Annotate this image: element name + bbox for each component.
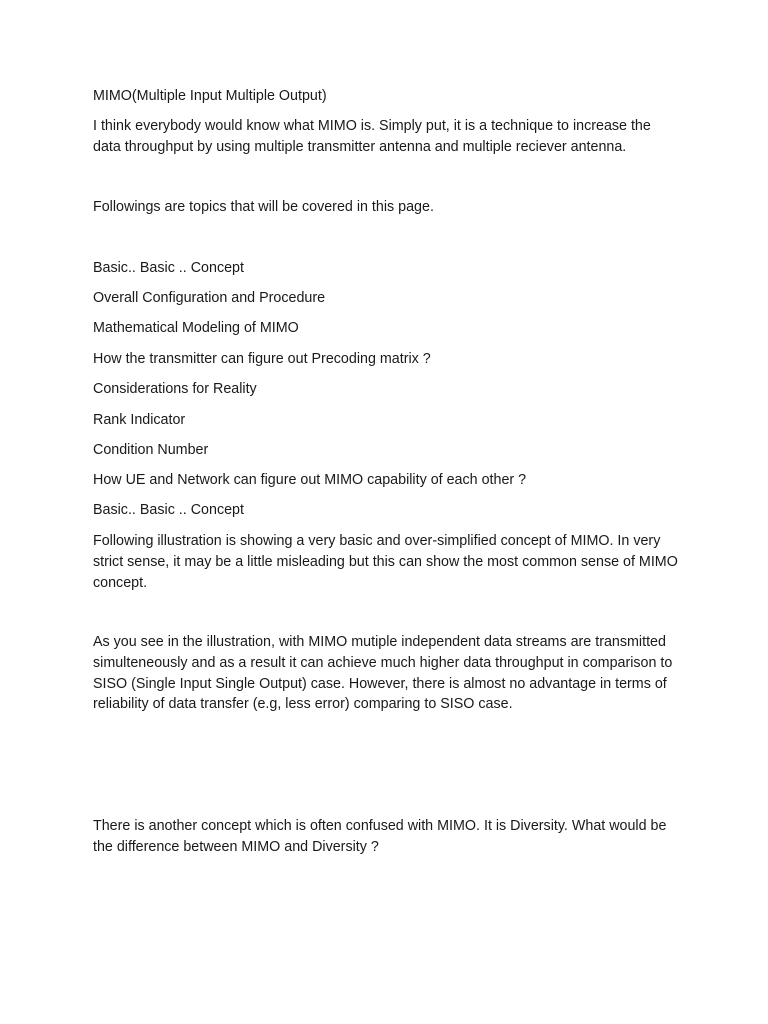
mimo-throughput-paragraph: As you see in the illustration, with MIMO mutiple independent data streams are transmitted simulteneously and as a result it can achieve much higher data throughput in comparison to SISO (Single Input Single Output) case. However, there is almost no advantage in terms of reliability of data transfer (e.g, less error) comparing to SISO case.	[93, 634, 673, 713]
topic-item: Mathematical Modeling of MIMO	[93, 320, 299, 336]
topic-item: How UE and Network can figure out MIMO capability of each other ?	[93, 472, 527, 488]
topic-item: Overall Configuration and Procedure	[93, 290, 326, 306]
topic-item: Considerations for Reality	[93, 381, 257, 397]
diversity-paragraph: There is another concept which is often confused with MIMO. It is Diversity. What would be the difference between MIMO and Diversity ?	[93, 818, 667, 855]
intro-paragraph: I think everybody would know what MIMO is. Simply put, it is a technique to increase the data throughput by using multiple transmitter antenna and multiple reciever antenna.	[93, 118, 651, 155]
topic-item: How the transmitter can figure out Precoding matrix ?	[93, 351, 431, 367]
topic-item: Condition Number	[93, 442, 209, 458]
concept-paragraph: Following illustration is showing a very basic and over-simplified concept of MIMO. In very strict sense, it may be a little misleading but this can show the most common sense of MIMO concept.	[93, 533, 678, 591]
topic-item: Basic.. Basic .. Concept	[93, 260, 244, 276]
section-heading: Basic.. Basic .. Concept	[93, 502, 244, 518]
topic-item: Rank Indicator	[93, 412, 186, 428]
document-title: MIMO(Multiple Input Multiple Output)	[93, 88, 327, 104]
topics-intro: Followings are topics that will be covered in this page.	[93, 199, 434, 215]
